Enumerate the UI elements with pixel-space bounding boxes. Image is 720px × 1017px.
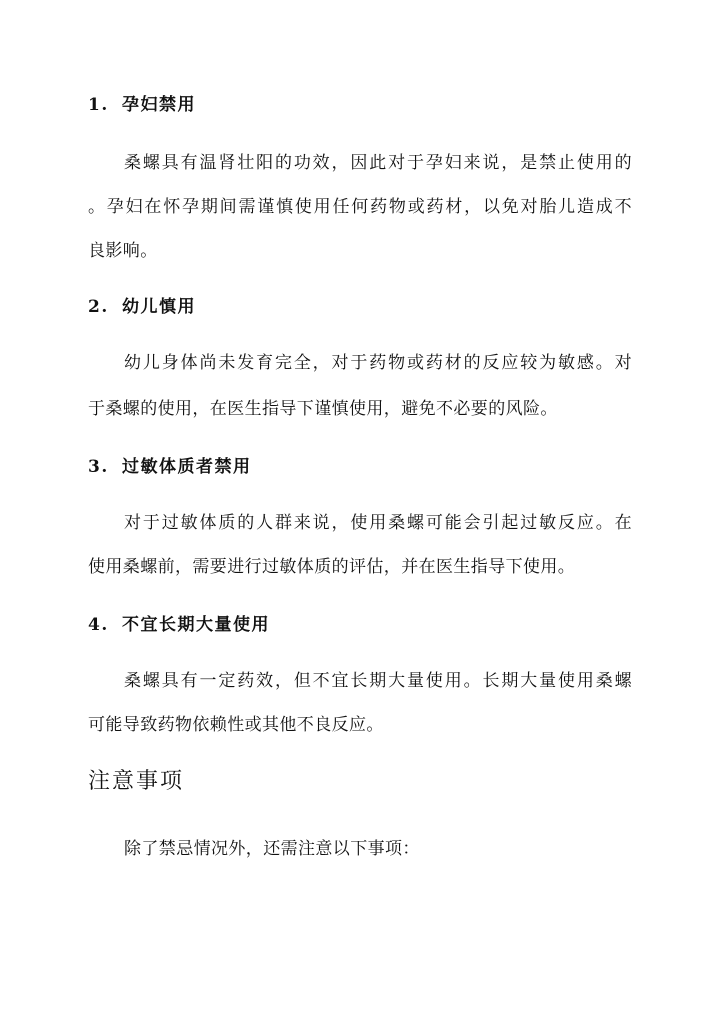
notice-heading: 注意事项: [88, 769, 185, 794]
section-3-line-1: 对于过敏体质的人群来说，使用桑螺可能会引起过敏反应。在: [124, 513, 632, 533]
section-3-line-2: 使用桑螺前，需要进行过敏体质的评估，并在医生指导下使用。: [88, 557, 576, 577]
section-4-line-2: 可能导致药物依赖性或其他不良反应。: [88, 715, 384, 735]
section-1-line-3: 良影响。: [88, 241, 158, 261]
section-number-2: 2.: [88, 297, 109, 317]
section-heading-1: [88, 90, 196, 115]
section-2-line-2: 于桑螺的使用，在医生指导下谨慎使用，避免不必要的风险。: [88, 399, 558, 419]
section-heading-4: [88, 610, 270, 635]
section-title-3: 过敏体质者禁用: [122, 457, 252, 477]
section-number-1: 1.: [88, 95, 109, 115]
section-heading-3: [88, 452, 252, 477]
section-4-line-1: 桑螺具有一定药效，但不宜长期大量使用。长期大量使用桑螺: [124, 671, 632, 691]
section-2-line-1: 幼儿身体尚未发育完全，对于药物或药材的反应较为敏感。对: [124, 353, 632, 373]
notice-intro: 除了禁忌情况外，还需注意以下事项：: [124, 839, 420, 859]
section-title-2: 幼儿慎用: [122, 297, 196, 317]
section-1-line-1: 桑螺具有温肾壮阳的功效，因此对于孕妇来说，是禁止使用的: [124, 153, 632, 173]
section-number-3: 3.: [88, 457, 109, 477]
section-title-1: 孕妇禁用: [122, 95, 196, 115]
section-number-4: 4.: [88, 615, 109, 635]
section-title-4: 不宜长期大量使用: [122, 615, 270, 635]
section-heading-2: [88, 292, 196, 317]
section-1-line-2: 。孕妇在怀孕期间需谨慎使用任何药物或药材，以免对胎儿造成不: [88, 197, 632, 217]
